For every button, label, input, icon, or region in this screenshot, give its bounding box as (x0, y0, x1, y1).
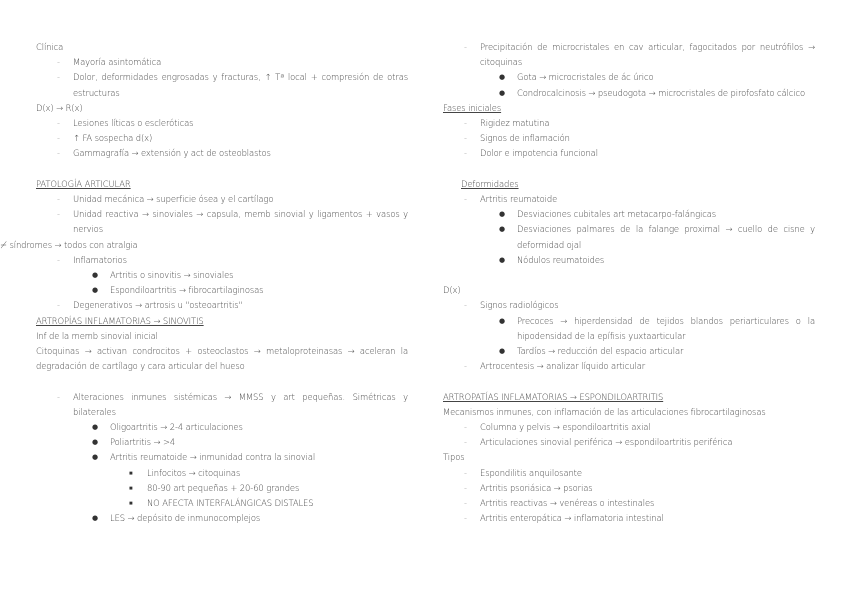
list-item: - Articulaciones sinovial periférica → espondiloartritis periférica (443, 435, 815, 450)
clinica-heading: Clínica (36, 42, 64, 52)
list-item: - Espondilitis anquilosante (443, 466, 815, 481)
circle-bullet: ● (499, 210, 506, 219)
list-item: - Precipitación de microcristales en cav articular, fagocitados por neutrófilos → citoquinas (464, 42, 815, 68)
list-item: - Signos radiológicos (443, 298, 815, 313)
list-item: ● Espondiloartritis → fibrocartilaginosas (36, 283, 408, 298)
list-item: ■ NO AFECTA INTERFALÁNGICAS DISTALES (36, 496, 408, 511)
list-item: - Artrocentesis → analizar líquido articular (443, 359, 815, 374)
circle-bullet: ● (92, 271, 99, 280)
dash-bullet: - (57, 133, 60, 144)
dash-bullet: - (464, 513, 467, 524)
dash-bullet: - (464, 437, 467, 448)
left-column (0, 40, 408, 526)
list-item: ● Gota → microcristales de ác úrico (443, 70, 815, 85)
dash-bullet: - (464, 482, 467, 493)
dash-bullet: - (57, 391, 60, 402)
sindromes-line: ≠ síndromes → todos con atralgia (0, 239, 138, 250)
patologia-heading: PATOLOGÍA ARTICULAR (36, 178, 131, 189)
list-item: - Artritis psoriásica → psorias (443, 481, 815, 496)
dash-bullet: - (464, 361, 467, 372)
circle-bullet: ● (499, 73, 506, 82)
circle-bullet: ● (499, 347, 506, 356)
artropias-heading: ARTROPÍAS INFLAMATORIAS → SINOVITIS (36, 315, 204, 326)
list-item: - Lesiones líticas o escleróticas (36, 116, 408, 131)
dash-bullet: - (464, 498, 467, 509)
list-item: - Artritis reactivas → venéreas o intestinales (443, 496, 815, 511)
paragraph-line: Inf de la memb sinovial inicial (36, 330, 158, 341)
list-item: ■ Linfocitos → citoquinas (36, 466, 408, 481)
right-column (443, 40, 815, 526)
dash-bullet: - (57, 72, 60, 83)
list-item: - Unidad reactiva → sinoviales → capsula, memb sinovial y ligamentos + vasos y nervios (57, 209, 408, 235)
list-item: ■ 80-90 art pequeñas + 20-60 grandes (36, 481, 408, 496)
circle-bullet: ● (499, 316, 506, 325)
dx-heading: D(x) → R(x) (36, 102, 83, 113)
list-item: - Mayoría asintomática (36, 55, 408, 70)
tipos-heading: Tipos (443, 452, 465, 463)
list-item: - Dolor e impotencia funcional (443, 146, 815, 161)
dash-bullet: - (57, 57, 60, 68)
list-item: - Gammagrafía → extensión y act de osteoblastos (36, 146, 408, 161)
dash-bullet: - (57, 118, 60, 129)
square-bullet: ■ (129, 469, 133, 477)
circle-bullet: ● (499, 88, 506, 97)
list-item: ● Desviaciones palmares de la falange proximal → cuello de cisne y deformidad ojal (499, 224, 815, 250)
circle-bullet: ● (92, 286, 99, 295)
list-item: - ↑ FA sospecha d(x) (36, 131, 408, 146)
list-item: - Dolor, deformidades engrosadas y fracturas, ↑ Tª local + compresión de otras estructuras (57, 72, 408, 98)
list-item: ● Desviaciones cubitales art metacarpo-falángicas (443, 207, 815, 222)
dash-bullet: - (464, 194, 467, 205)
square-bullet: ■ (129, 500, 133, 508)
dash-bullet: - (464, 42, 467, 52)
list-item: ● Condrocalcinosis → pseudogota → microcristales de pirofosfato cálcico (443, 86, 815, 101)
list-item: - Inflamatorios (36, 253, 408, 268)
list-item: - Signos de inflamación (443, 131, 815, 146)
dash-bullet: - (464, 133, 467, 144)
list-item: ● LES → depósito de inmunocomplejos (36, 511, 408, 526)
dash-bullet: - (57, 254, 60, 265)
list-item: ● Artritis reumatoide → inmunidad contra la sinovial (36, 450, 408, 465)
square-bullet: ■ (129, 484, 133, 492)
list-item: ● Oligoartritis → 2-4 articulaciones (36, 420, 408, 435)
list-item: - Unidad mecánica → superficie ósea y el cartílago (36, 192, 408, 207)
dash-bullet: - (57, 209, 60, 220)
circle-bullet: ● (92, 423, 99, 432)
circle-bullet: ● (92, 453, 99, 462)
list-item: ● Tardíos → reducción del espacio articular (443, 344, 815, 359)
paragraph-line: Mecanismos inmunes, con inflamación de las articulaciones fibrocartilaginosas (443, 406, 766, 417)
fases-heading: Fases iniciales (443, 102, 502, 113)
espondilo-heading: ARTROPATÍAS INFLAMATORIAS → ESPONDILOARTRITIS (443, 391, 664, 402)
circle-bullet: ● (499, 225, 506, 234)
circle-bullet: ● (92, 514, 99, 523)
dash-bullet: - (57, 148, 60, 159)
list-item: - Artritis reumatoide (443, 192, 815, 207)
dash-bullet: - (464, 118, 467, 129)
list-item: - Rigidez matutina (443, 116, 815, 131)
list-item: - Columna y pelvis → espondiloartritis axial (443, 420, 815, 435)
dash-bullet: - (464, 148, 467, 159)
circle-bullet: ● (92, 438, 99, 447)
list-item: ● Precoces → hiperdensidad de tejidos blandos periarticulares o la hipodensidad de la epífisis yuxtaarticular (499, 315, 815, 341)
circle-bullet: ● (499, 255, 506, 264)
deformidades-heading: Deformidades (461, 178, 519, 189)
dash-bullet: - (464, 300, 467, 311)
dash-bullet: - (57, 300, 60, 311)
paragraph-line: Citoquinas → activan condrocitos + osteoclastos → metaloproteinasas → aceleran la degradación de cartílago y cara articular del hueso (36, 346, 408, 372)
dash-bullet: - (57, 194, 60, 205)
dx-heading: D(x) (443, 285, 461, 296)
list-item: ● Nódulos reumatoides (443, 253, 815, 268)
list-item: ● Poliartritis → >4 (36, 435, 408, 450)
list-item: - Degenerativos → artrosis u "osteoartritis" (36, 298, 408, 313)
dash-bullet: - (464, 422, 467, 433)
list-item: - Alteraciones inmunes sistémicas → MMSS y art pequeñas. Simétricas y bilaterales (57, 391, 408, 417)
list-item: - Artritis enteropática → inflamatoria intestinal (443, 511, 815, 526)
list-item: ● Artritis o sinovitis → sinoviales (36, 268, 408, 283)
dash-bullet: - (464, 467, 467, 478)
